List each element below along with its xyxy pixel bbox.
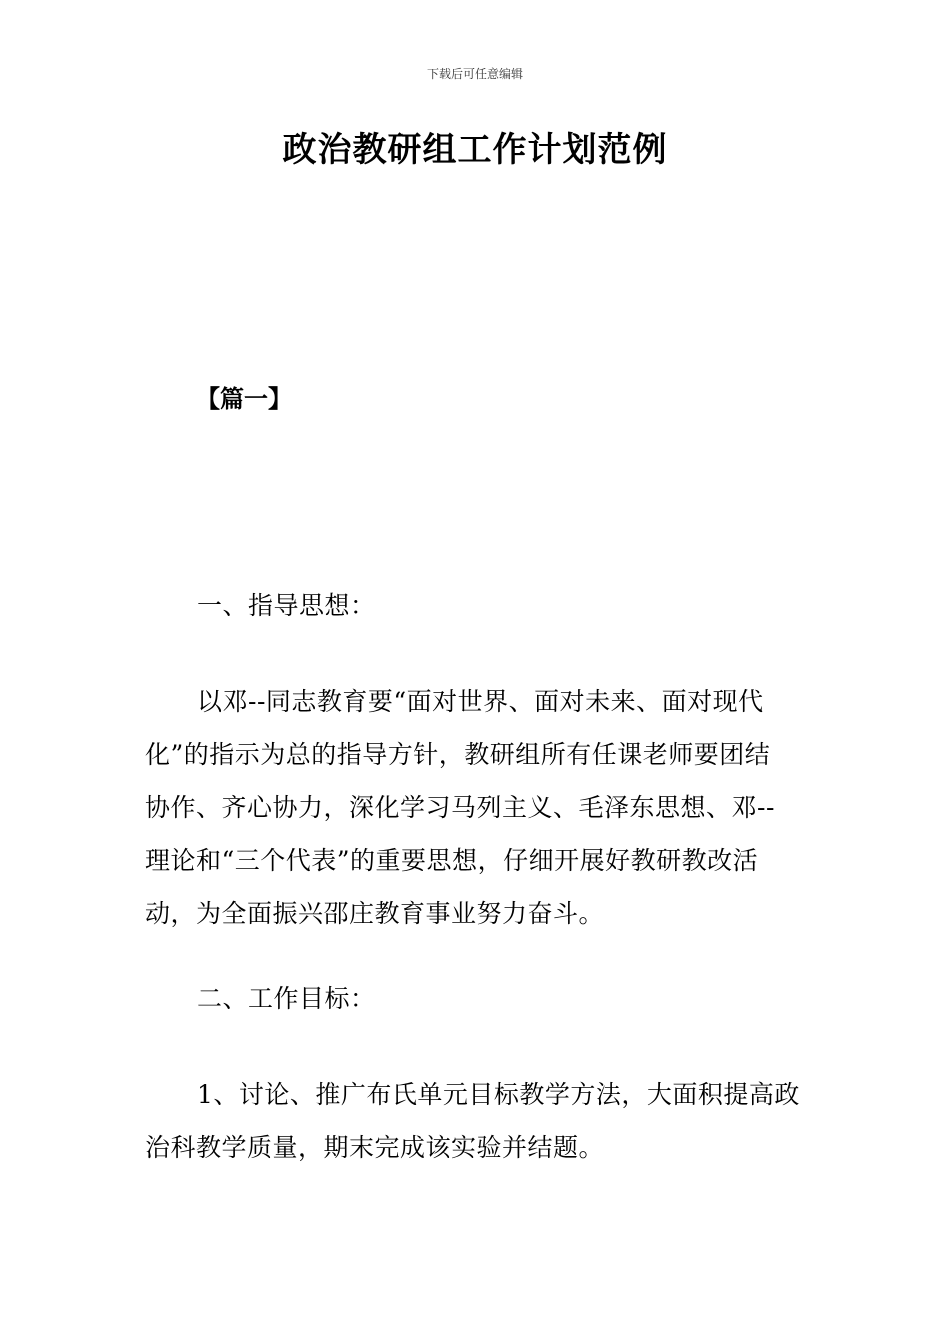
heading-work-goals: 二、工作目标： [197,984,376,1013]
paragraph-line: 1、讨论、推广布氏单元目标教学方法，大面积提高政 [197,1080,800,1109]
section-label: 【篇一】 [196,385,292,413]
header-note: 下载后可任意编辑 [426,67,523,81]
paragraph-line: 化”的指示为总的指导方针，教研组所有任课老师要团结 [145,740,771,769]
paragraph-line: 理论和“三个代表”的重要思想，仔细开展好教研教改活 [145,846,759,875]
heading-guiding-ideology: 一、指导思想： [197,591,376,620]
paragraph-line: 动，为全面振兴邵庄教育事业努力奋斗。 [145,899,605,928]
paragraph-line: 治科教学质量，期末完成该实验并结题。 [145,1133,605,1162]
paragraph-line: 协作、齐心协力，深化学习马列主义、毛泽东思想、邓-- [145,793,775,822]
paragraph-line: 以邓--同志教育要“面对世界、面对未来、面对现代 [197,687,764,716]
paragraph-guiding-ideology [145,675,807,940]
document-title: 政治教研组工作计划范例 [282,130,668,170]
paragraph-work-goals [145,1068,807,1174]
